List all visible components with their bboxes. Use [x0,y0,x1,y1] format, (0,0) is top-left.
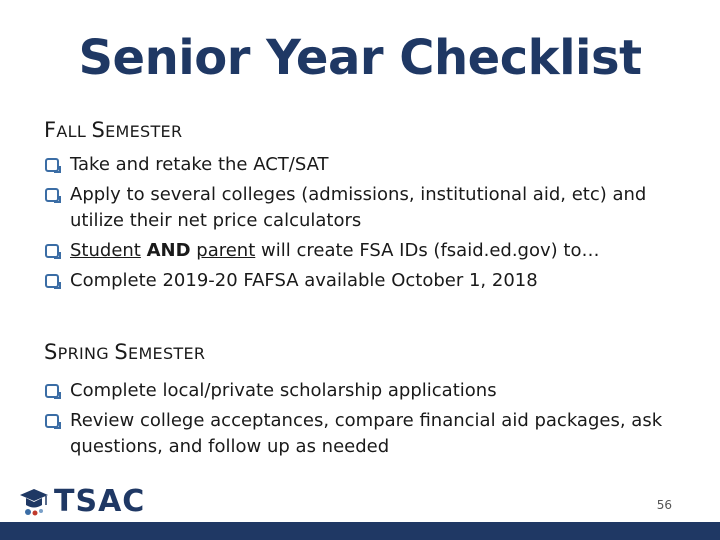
logo-text: TSAC [54,483,146,519]
heading-part: EMESTER [105,122,183,141]
footer-bar [0,522,720,540]
item-text: Apply to several colleges (admissions, institutional aid, etc) and utilize their net price calculators [70,184,647,231]
checklist-item [44,182,694,234]
checkbox-icon [45,274,59,288]
item-text-and: AND [146,240,191,261]
checkbox-icon [45,158,59,172]
fall-checklist [44,152,694,298]
page-number: 56 [656,498,672,512]
checkbox-icon [45,244,59,258]
heading-initial: S [91,118,106,142]
heading-initial: S [44,340,58,364]
heading-part: PRING [57,344,115,363]
item-text: Take and retake the ACT/SAT [70,154,329,175]
checklist-item [44,408,694,460]
item-text: will create FSA IDs (fsaid.ed.gov) to… [261,240,600,261]
item-text: Complete 2019-20 FAFSA available October 1, 2018 [70,270,538,291]
heading-part: EMESTER [128,344,206,363]
item-text-parent: parent [196,240,256,261]
slide-title: Senior Year Checklist [78,30,642,86]
checklist-item [44,152,694,178]
checkbox-icon [45,188,59,202]
checklist-item [44,378,694,404]
checkbox-icon [45,384,59,398]
heading-initial: S [114,340,129,364]
checkbox-icon [45,414,59,428]
checklist-item [44,268,694,294]
heading-part: ALL [56,122,92,141]
heading-initial: F [44,118,57,142]
fall-semester-heading [44,118,182,142]
graduation-cap-icon [18,485,50,517]
item-text: Complete local/private scholarship applications [70,380,497,401]
item-text-student: Student [70,240,141,261]
checklist-item [44,238,694,264]
spring-checklist [44,378,694,464]
spring-semester-heading [44,340,205,364]
tsac-logo [18,484,145,518]
item-text: Review college acceptances, compare financial aid packages, ask questions, and follow up as needed [70,410,663,457]
